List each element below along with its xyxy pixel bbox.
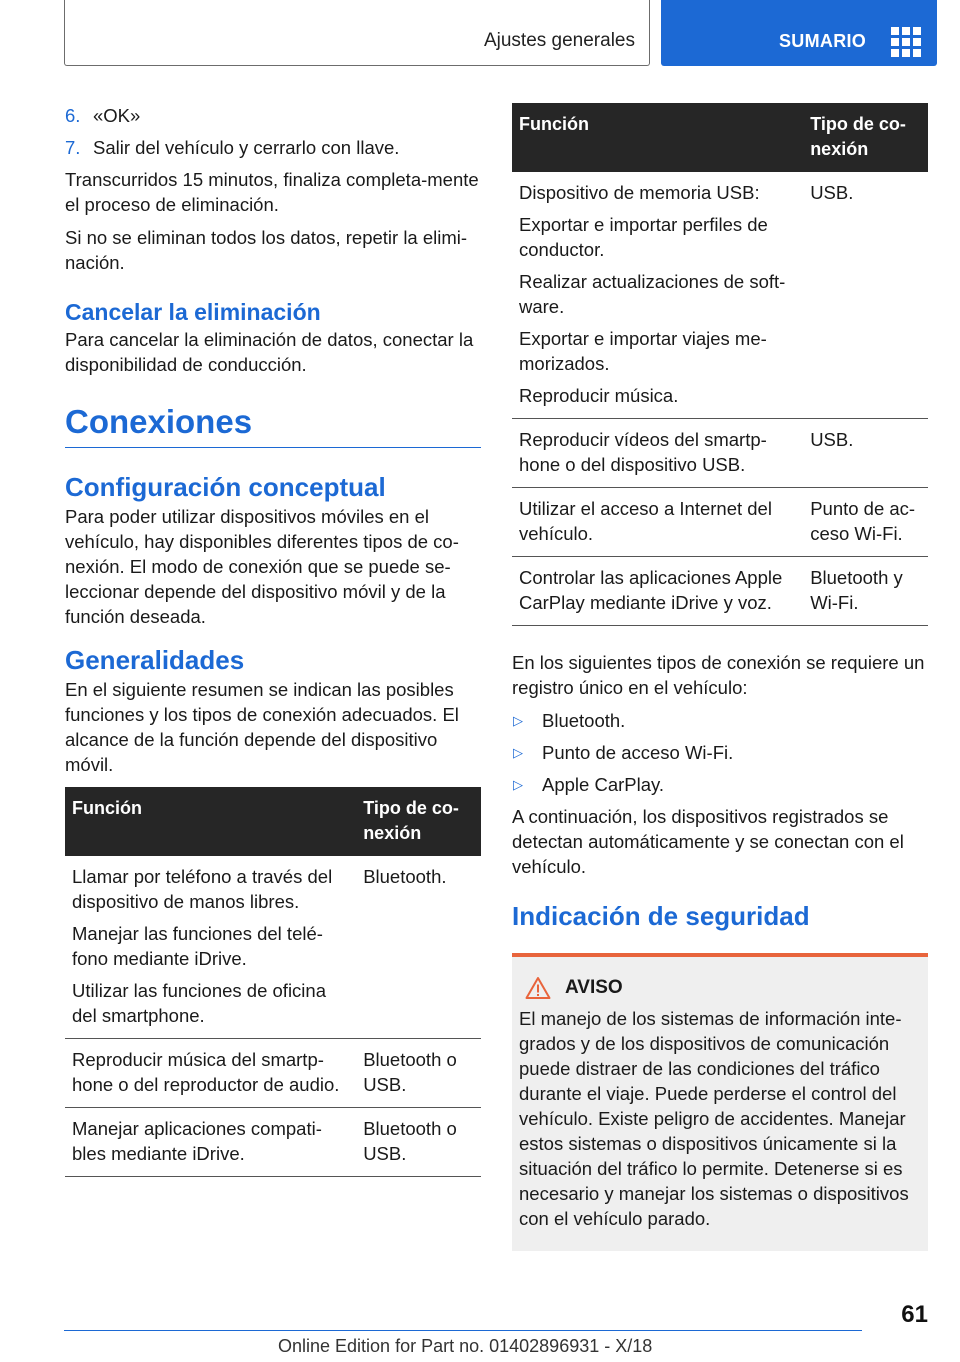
table-cell-text: Reproducir música.: [519, 385, 679, 406]
connection-table-right: [512, 103, 928, 626]
table-cell-type: Bluetooth.: [356, 856, 481, 1039]
config-heading: Configuración conceptual: [65, 472, 386, 502]
list-item: [512, 740, 928, 765]
step-number: 6.: [65, 105, 81, 126]
page-number: 61: [901, 1301, 928, 1328]
col-header-type: Tipo de co‐nexión: [356, 787, 481, 856]
warning-triangle-icon: [525, 976, 551, 1000]
warning-box: [512, 953, 928, 1251]
right-column: [512, 103, 928, 1251]
step-item: [65, 103, 481, 128]
table-cell-text: Utilizar el acceso a Internet del vehículo.: [519, 498, 772, 544]
table-row: [65, 1039, 481, 1108]
paragraph: A continuación, los dispositivos registrados se detectan automáticamente y se conectan con el vehículo.: [512, 806, 904, 877]
table-cell-text: Manejar las funciones del telé‐fono mediante iDrive.: [72, 923, 323, 969]
header-section-box: [64, 0, 650, 66]
warning-title: AVISO: [565, 977, 623, 998]
table-cell-text: Exportar e importar viajes me‐morizados.: [519, 328, 767, 374]
sumario-button[interactable]: [661, 0, 937, 66]
connection-table-left: [65, 787, 481, 1177]
table-row: [512, 488, 928, 557]
step-text: «OK»: [93, 105, 141, 126]
step-item: [65, 135, 481, 160]
col-header-function: Función: [65, 787, 356, 856]
table-cell-text: Reproducir música del smartp‐hone o del reproductor de audio.: [72, 1049, 340, 1095]
col-header-type: Tipo de co‐nexión: [803, 103, 928, 172]
table-cell-text: Dispositivo de memoria USB:: [519, 182, 760, 203]
table-header-row: [512, 103, 928, 172]
sumario-label: SUMARIO: [779, 31, 867, 51]
warning-text: El manejo de los sistemas de información inte‐grados y de los dispositivos de comunicación puede distraer de las condiciones del tráfico durante el viaje. Puede perderse el control del vehículo. Existe peligro de accidentes. Manejar estos sistemas o dispositivos únicamente si la situación del tráfico lo permite. Detenerse si es necesario y manejar los sistemas o dispositivos con el vehículo parado.: [519, 1008, 909, 1229]
list-item: [512, 772, 928, 797]
table-cell-text: Exportar e importar perfiles de conductor.: [519, 214, 768, 260]
list-item-text: Bluetooth.: [542, 710, 626, 731]
triangle-bullet-icon: ▷: [513, 713, 523, 728]
general-heading: Generalidades: [65, 645, 245, 675]
table-cell-type: USB.: [803, 172, 928, 419]
paragraph: Para poder utilizar dispositivos móviles en el vehículo, hay disponibles diferentes tipos de co‐nexión. El modo de conexión que se puede se‐leccionar depende del dispositivo móvil y de la función deseada.: [65, 506, 459, 627]
table-cell-text: Llamar por teléfono a través del dispositivo de manos libres.: [72, 866, 333, 912]
left-column: [65, 103, 481, 1177]
cancel-heading: Cancelar la eliminación: [65, 299, 321, 325]
table-row: [512, 557, 928, 626]
table-cell-type: Bluetooth o USB.: [356, 1039, 481, 1108]
table-cell-type: Punto de ac‐ceso Wi-Fi.: [803, 488, 928, 557]
triangle-bullet-icon: ▷: [513, 777, 523, 792]
paragraph: En los siguientes tipos de conexión se requiere un registro único en el vehículo:: [512, 652, 925, 698]
warning-header: [519, 975, 921, 1000]
table-row: [512, 419, 928, 488]
table-header-row: [65, 787, 481, 856]
list-item-text: Apple CarPlay.: [542, 774, 665, 795]
triangle-bullet-icon: ▷: [513, 745, 523, 760]
table-cell-text: Realizar actualizaciones de soft‐ware.: [519, 271, 786, 317]
table-cell-text: Manejar aplicaciones compati‐bles mediante iDrive.: [72, 1118, 322, 1164]
table-cell-type: Bluetooth y Wi-Fi.: [803, 557, 928, 626]
table-cell-text: Utilizar las funciones de oficina del smartphone.: [72, 980, 326, 1026]
grid-menu-icon: [891, 27, 921, 57]
table-cell-text: Controlar las aplicaciones Apple CarPlay mediante iDrive y voz.: [519, 567, 783, 613]
table-cell-type: USB.: [803, 419, 928, 488]
table-cell-text: Reproducir vídeos del smartp‐hone o del dispositivo USB.: [519, 429, 767, 475]
paragraph: Para cancelar la eliminación de datos, conectar la disponibilidad de conducción.: [65, 329, 474, 375]
step-text: Salir del vehículo y cerrarlo con llave.: [93, 137, 400, 158]
table-cell-type: Bluetooth o USB.: [356, 1108, 481, 1177]
list-item-text: Punto de acceso Wi-Fi.: [542, 742, 734, 763]
table-row: [512, 172, 928, 419]
step-number: 7.: [65, 137, 81, 158]
paragraph: En el siguiente resumen se indican las posibles funciones y los tipos de conexión adecuados. El alcance de la función depende del dispositivo móvil.: [65, 679, 459, 775]
conexiones-heading: Conexiones: [65, 401, 481, 448]
section-title: Ajustes generales: [483, 30, 635, 51]
table-row: [65, 856, 481, 1039]
footer-edition-text: Online Edition for Part no. 01402896931 - X/18: [278, 1336, 653, 1356]
table-row: [65, 1108, 481, 1177]
footer-divider: [64, 1330, 862, 1331]
col-header-function: Función: [512, 103, 803, 172]
paragraph: Si no se eliminan todos los datos, repetir la elimi‐nación.: [65, 227, 468, 273]
paragraph: Transcurridos 15 minutos, finaliza completa‐mente el proceso de eliminación.: [65, 169, 479, 215]
list-item: [512, 708, 928, 733]
safety-heading: Indicación de seguridad: [512, 901, 810, 931]
